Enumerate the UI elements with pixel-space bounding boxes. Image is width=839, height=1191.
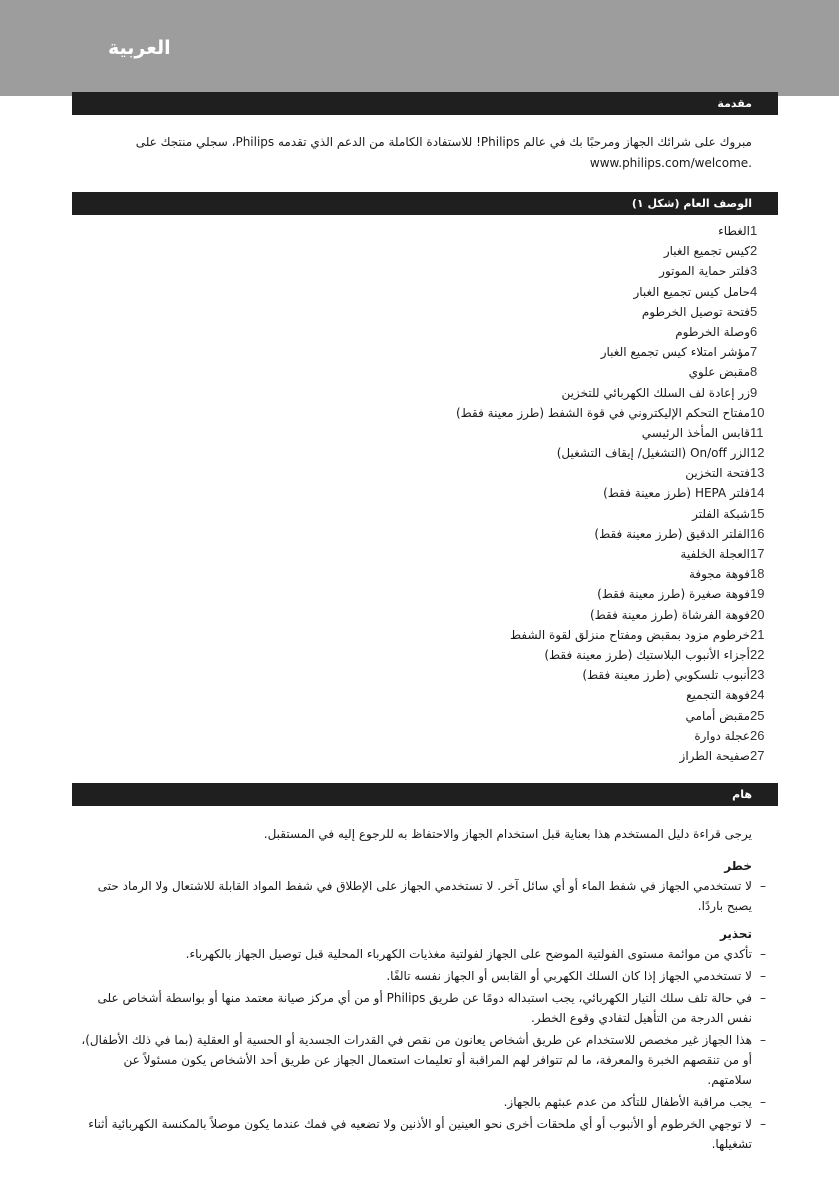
bullet-dash: – <box>760 1033 766 1047</box>
list-item <box>380 403 780 423</box>
bullet-dash: – <box>760 969 766 983</box>
item-number: 5 <box>750 303 758 319</box>
item-number: 27 <box>750 747 765 763</box>
item-text: فتحة التخزين <box>685 466 750 481</box>
important-heading: هام <box>732 788 752 801</box>
bullet-dash: – <box>760 947 766 961</box>
important-intro: يرجى قراءة دليل المستخدم هذا بعناية قبل استخدام الجهاز والاحتفاظ به للرجوع إليه في المستقبل. <box>263 827 752 841</box>
item-text: عجلة دوارة <box>694 728 750 743</box>
item-number: 12 <box>750 445 765 461</box>
bullet-text: في حالة تلف سلك التيار الكهربائي، يجب استبداله دومًا عن طريق Philips أو من أي مركز صيانة معتمد منها أو بواسطة أشخاص على نفس الدرجة من التأهيل لتفادي وقوع الخطر. <box>97 991 752 1025</box>
warning-list <box>80 944 770 1156</box>
item-number: 24 <box>750 687 765 703</box>
list-item <box>80 966 770 986</box>
list-item <box>380 322 780 342</box>
list-item <box>80 1030 770 1090</box>
item-number: 2 <box>750 243 758 259</box>
item-text: الفلتر الدقيق (طرز معينة فقط) <box>594 526 750 541</box>
item-text: فوهة التجميع <box>686 688 750 703</box>
list-item <box>380 605 780 625</box>
item-number: 25 <box>750 707 765 723</box>
item-text: الغطاء <box>718 224 750 238</box>
bullet-text: يجب مراقبة الأطفال للتأكد من عدم عبثهم بالجهاز. <box>503 1095 752 1109</box>
item-number: 4 <box>750 283 758 299</box>
item-text: خرطوم مزود بمقبض ومفتاح منزلق لقوة الشفط <box>510 627 750 642</box>
list-item <box>380 645 780 665</box>
item-number: 1 <box>750 223 758 238</box>
section-bar-intro <box>72 92 778 115</box>
item-text: فوهة صغيرة (طرز معينة فقط) <box>597 587 750 602</box>
language-header-band <box>0 0 839 96</box>
list-item <box>380 524 780 544</box>
danger-title: خطر <box>724 859 752 873</box>
item-number: 6 <box>750 323 758 339</box>
welcome-url[interactable]: www.philips.com/welcome. <box>589 156 752 170</box>
list-item <box>380 383 780 403</box>
item-number: 11 <box>750 424 764 440</box>
bullet-dash: – <box>760 991 766 1005</box>
item-text: مقبض أمامي <box>685 708 750 723</box>
item-number: 15 <box>750 505 765 521</box>
parts-list <box>380 221 780 766</box>
item-text: مقبض علوي <box>688 365 750 380</box>
list-item <box>380 544 780 564</box>
item-text: الزر On/off (التشغيل/ إيقاف التشغيل) <box>556 446 750 461</box>
item-text: كيس تجميع الغبار <box>663 244 750 259</box>
bullet-dash: – <box>760 1095 766 1109</box>
intro-paragraph <box>80 132 752 174</box>
list-item <box>380 564 780 584</box>
list-item <box>380 302 780 322</box>
item-text: مؤشر امتلاء كيس تجميع الغبار <box>600 345 750 360</box>
list-item <box>380 261 780 281</box>
item-text: فلتر HEPA (طرز معينة فقط) <box>603 486 750 501</box>
bullet-dash: – <box>760 879 766 893</box>
item-text: وصلة الخرطوم <box>675 324 750 339</box>
list-item <box>380 443 780 463</box>
item-text: أنبوب تلسكوبي (طرز معينة فقط) <box>582 668 750 683</box>
item-text: حامل كيس تجميع الغبار <box>633 284 750 299</box>
item-number: 17 <box>750 546 765 561</box>
bullet-text: هذا الجهاز غير مخصص للاستخدام عن طريق أشخاص يعانون من نقص في القدرات الجسدية أو الحسية أو العقلية (بما في ذلك الأطفال)، أو من تنقصهم الخبرة والمعرفة، ما لم تتوافر لهم المراقبة أو تعليمات استعمال الجهاز عن طريق أحد الأشخاص يكون مسئولاً عن سلامتهم. <box>81 1033 752 1087</box>
list-item <box>80 1114 770 1154</box>
list-item <box>380 282 780 302</box>
item-number: 18 <box>750 566 765 582</box>
bullet-dash: – <box>760 1117 766 1131</box>
item-number: 7 <box>750 344 758 360</box>
list-item <box>80 1092 770 1112</box>
overview-heading: الوصف العام (شكل ١) <box>631 197 752 210</box>
list-item <box>380 423 780 443</box>
bullet-text: لا تستخدمي الجهاز إذا كان السلك الكهربي أو القابس أو الجهاز نفسه تالفًا. <box>386 969 752 983</box>
item-text: فوهة مجوفة <box>688 567 750 582</box>
section-bar-overview <box>72 192 778 215</box>
language-title: العربية <box>108 37 171 59</box>
intro-heading: مقدمة <box>717 97 752 110</box>
list-item <box>380 625 780 645</box>
item-number: 26 <box>750 727 765 743</box>
item-number: 20 <box>750 606 765 622</box>
list-item <box>380 746 780 766</box>
warning-title: تحذير <box>719 927 752 941</box>
list-item <box>80 876 770 916</box>
section-bar-important <box>72 783 778 806</box>
item-number: 16 <box>750 525 765 541</box>
item-number: 19 <box>750 586 765 602</box>
list-item <box>380 483 780 503</box>
item-number: 3 <box>750 263 758 279</box>
item-number: 13 <box>750 465 765 481</box>
item-number: 10 <box>750 404 765 420</box>
list-item <box>380 362 780 382</box>
item-text: قابس المأخذ الرئيسي <box>641 425 750 440</box>
list-item <box>380 463 780 483</box>
item-text: فتحة توصيل الخرطوم <box>641 304 750 319</box>
list-item <box>80 988 770 1028</box>
item-text: العجلة الخلفية <box>680 547 750 561</box>
item-text: مفتاح التحكم الإليكتروني في قوة الشفط (طرز معينة فقط) <box>455 405 750 420</box>
item-text: شبكة الفلتر <box>692 506 750 521</box>
intro-text: مبروك على شرائك الجهاز ومرحبًا بك في عالم Philips! للاستفادة الكاملة من الدعم الذي تقدمه Philips، سجلي منتجك على <box>135 135 752 149</box>
item-text: أجزاء الأنبوب البلاستيك (طرز معينة فقط) <box>544 647 750 662</box>
list-item <box>80 944 770 964</box>
list-item <box>380 584 780 604</box>
item-number: 21 <box>750 626 765 642</box>
bullet-text: لا توجهي الخرطوم أو الأنبوب أو أي ملحقات أخرى نحو العينين أو الأذنين ولا تضعيه في فمك عندما يكون موصلاً بالمكنسة الكهربائية أثناء تشغيلها. <box>88 1117 752 1151</box>
item-number: 23 <box>750 667 765 683</box>
bullet-text: تأكدي من موائمة مستوى الفولتية الموضح على الجهاز لفولتية مغذيات الكهرباء المحلية قبل توصيل الجهاز بالكهرباء. <box>185 947 752 961</box>
item-text: زر إعادة لف السلك الكهربائي للتخزين <box>561 385 750 400</box>
item-text: صفيحة الطراز <box>679 748 750 763</box>
bullet-text: لا تستخدمي الجهاز في شفط الماء أو أي سائل آخر. لا تستخدمي الجهاز على الإطلاق في شفط المواد القابلة للاشتعال ولا الرماد حتى يصبح باردًا. <box>97 879 752 913</box>
list-item <box>380 726 780 746</box>
item-text: فلتر حماية الموتور <box>659 264 750 279</box>
item-text: فوهة الفرشاة (طرز معينة فقط) <box>589 607 750 622</box>
item-number: 22 <box>750 646 765 662</box>
danger-list <box>80 876 770 918</box>
list-item <box>380 221 780 241</box>
list-item <box>380 241 780 261</box>
list-item <box>380 706 780 726</box>
item-number: 9 <box>750 384 758 400</box>
item-number: 8 <box>750 364 758 380</box>
list-item <box>380 504 780 524</box>
list-item <box>380 342 780 362</box>
item-number: 14 <box>750 485 765 501</box>
list-item <box>380 665 780 685</box>
list-item <box>380 685 780 705</box>
